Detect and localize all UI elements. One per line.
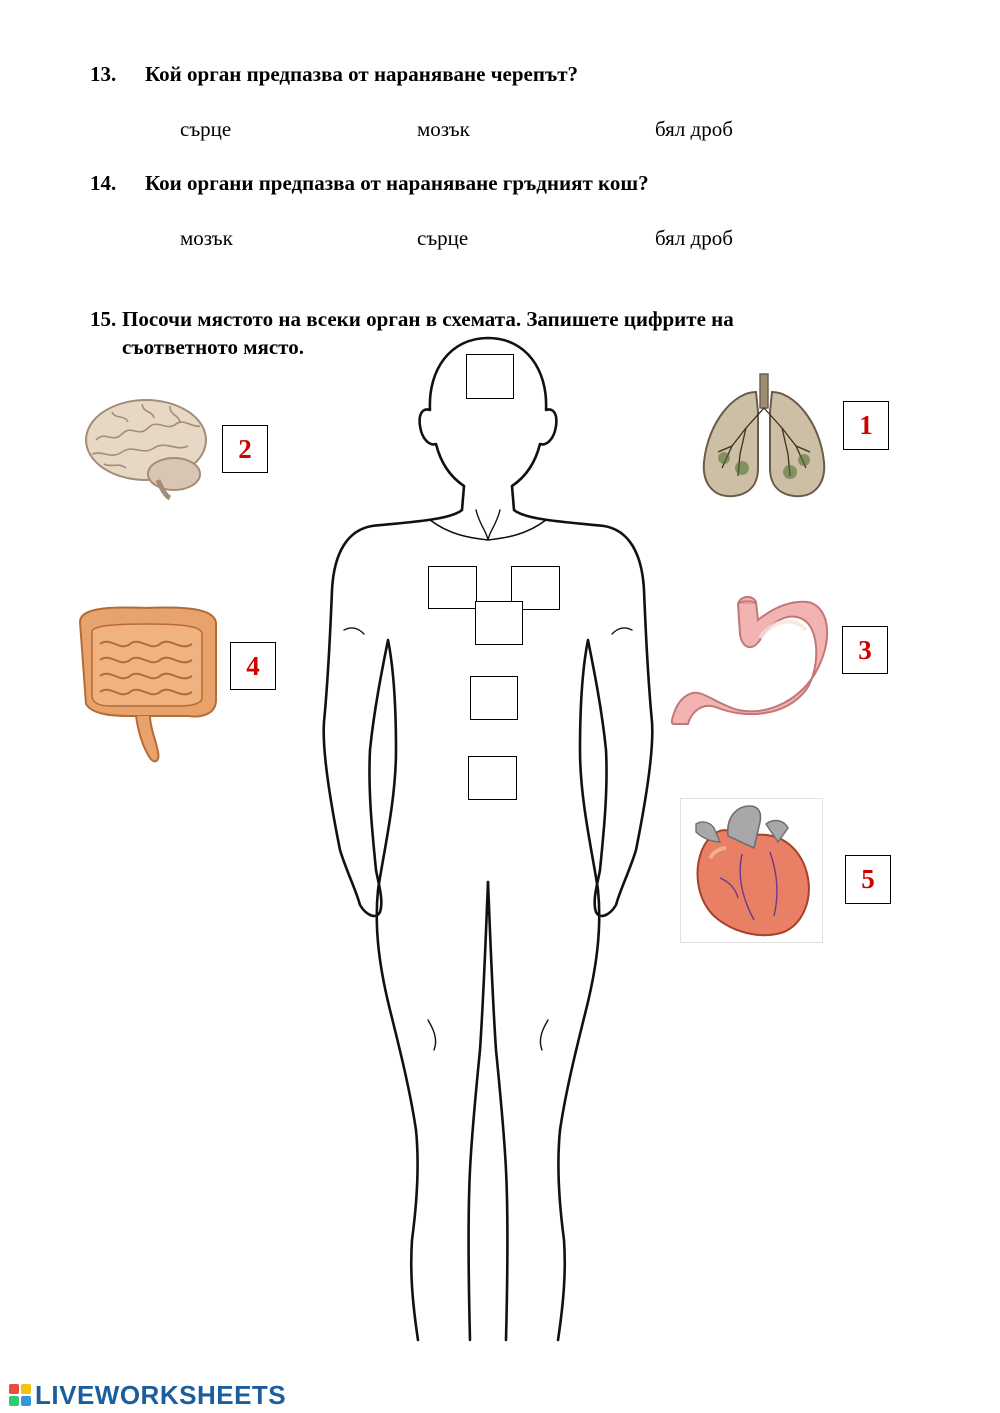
label-lungs[interactable]: 1 [843, 401, 889, 450]
stomach-image [668, 590, 833, 728]
question-13-number: 13. [90, 62, 117, 86]
heart-image [680, 798, 823, 943]
question-13-text: Кой орган предпазва от нараняване черепът? [145, 62, 579, 86]
liveworksheets-logo-icon [8, 1383, 32, 1407]
label-intestines[interactable]: 4 [230, 642, 276, 690]
question-14-option-2[interactable]: сърце [417, 226, 469, 250]
lungs-image [694, 372, 834, 502]
intestines-image [70, 600, 225, 765]
question-14-option-1[interactable]: мозък [180, 226, 233, 250]
question-13-option-1[interactable]: сърце [180, 117, 232, 141]
answer-box-left-lung[interactable] [428, 566, 477, 609]
brain-image [82, 392, 212, 500]
question-14-text: Кои органи предпазва от нараняване гръдният кош? [145, 171, 649, 195]
question-14-number: 14. [90, 171, 117, 195]
liveworksheets-logo [8, 1380, 286, 1410]
question-13-option-3[interactable]: бял дроб [655, 117, 733, 141]
label-stomach[interactable]: 3 [842, 626, 888, 674]
question-15-text-line1: Посочи мястото на всеки орган в схемата. Запишете цифрите на [122, 307, 734, 331]
question-14-option-3[interactable]: бял дроб [655, 226, 733, 250]
answer-box-intestines[interactable] [468, 756, 517, 800]
human-body-outline [300, 330, 680, 1350]
question-13-option-2[interactable]: мозък [417, 117, 470, 141]
logo-text: LIVEWORKSHEETS [35, 1379, 287, 1410]
answer-box-heart[interactable] [475, 601, 523, 645]
question-15-number: 15. [90, 307, 117, 331]
question-15-text-line2: съответното място. [122, 335, 304, 359]
label-heart[interactable]: 5 [845, 855, 891, 904]
answer-box-stomach[interactable] [470, 676, 518, 720]
label-brain[interactable]: 2 [222, 425, 268, 473]
answer-box-head[interactable] [466, 354, 514, 399]
